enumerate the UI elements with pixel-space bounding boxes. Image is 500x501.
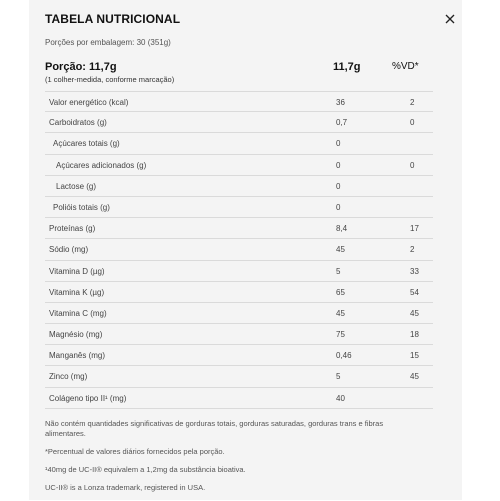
nutrient-vd: 18 <box>410 330 419 340</box>
nutrient-vd: 45 <box>410 308 419 318</box>
serving-sublabel: (1 colher-medida, conforme marcação) <box>45 75 175 84</box>
panel-title: TABELA NUTRICIONAL <box>45 12 181 26</box>
footnote: *Percentual de valores diários fornecidos pela porção. <box>45 447 225 456</box>
nutrient-amount: 0,46 <box>336 351 352 361</box>
footnote: Não contém quantidades significativas de gorduras totais, gorduras saturadas, gorduras trans e fibras alimentares. <box>45 419 384 438</box>
nutrient-vd: 45 <box>410 372 419 382</box>
nutrition-table <box>45 91 433 409</box>
nutrient-vd: 54 <box>410 287 419 297</box>
portions-per-package: Porções por embalagem: 30 (351g) <box>45 38 171 47</box>
serving-quantity: 11,7g <box>333 61 361 73</box>
table-row <box>45 345 433 366</box>
footnote: UC-II® is a Lonza trademark, registered in USA. <box>45 483 206 492</box>
nutrient-amount: 45 <box>336 308 345 318</box>
nutrient-name: Valor energético (kcal) <box>49 98 129 107</box>
table-row <box>45 176 433 197</box>
table-row <box>45 282 433 303</box>
nutrient-amount: 0 <box>336 181 341 191</box>
nutrient-name: Vitamina D (µg) <box>49 266 105 276</box>
nutrient-amount: 45 <box>336 245 345 255</box>
close-icon[interactable] <box>444 13 456 25</box>
nutrient-amount: 0 <box>336 160 341 170</box>
serving-label: Porção: 11,7g <box>45 61 117 73</box>
table-row <box>45 239 433 260</box>
nutrient-amount: 5 <box>336 372 341 382</box>
nutrient-vd: 33 <box>410 266 419 276</box>
nutrient-name: Sódio (mg) <box>49 245 89 255</box>
table-row <box>45 388 433 409</box>
vd-header: %VD* <box>392 61 419 72</box>
table-row <box>45 366 433 387</box>
nutrient-amount: 75 <box>336 330 345 340</box>
nutrient-name: Açúcares adicionados (g) <box>56 160 147 170</box>
nutrient-name: Colágeno tipo II¹ (mg) <box>49 393 127 403</box>
table-row <box>45 218 433 239</box>
nutrient-name: Polióis totais (g) <box>53 202 110 212</box>
footnotes <box>45 419 425 501</box>
nutrient-amount: 0 <box>336 139 341 149</box>
table-row <box>45 324 433 345</box>
nutrient-name: Vitamina K (µg) <box>49 287 105 297</box>
table-row <box>45 155 433 176</box>
footnote: ¹40mg de UC-II® equivalem a 1,2mg da substância bioativa. <box>45 465 246 474</box>
table-row <box>45 303 433 324</box>
nutrient-amount: 65 <box>336 287 345 297</box>
nutrient-vd: 17 <box>410 224 419 234</box>
nutrient-name: Proteínas (g) <box>49 224 96 234</box>
nutrient-name: Carboidratos (g) <box>49 118 107 128</box>
table-row <box>45 91 433 112</box>
nutrient-amount: 40 <box>336 393 345 403</box>
nutrient-amount: 5 <box>336 266 341 276</box>
nutrient-name: Zinco (mg) <box>49 372 88 382</box>
nutrient-amount: 0 <box>336 202 341 212</box>
nutrient-name: Açúcares totais (g) <box>53 139 120 149</box>
nutrient-name: Vitamina C (mg) <box>49 308 107 318</box>
table-row <box>45 261 433 282</box>
table-row <box>45 197 433 218</box>
nutrient-vd: 0 <box>410 118 415 128</box>
nutrient-name: Lactose (g) <box>56 181 97 191</box>
table-row <box>45 133 433 154</box>
nutrient-vd: 15 <box>410 351 419 361</box>
nutrient-name: Magnésio (mg) <box>49 330 103 340</box>
nutrient-amount: 0,7 <box>336 118 348 128</box>
nutrient-amount: 8,4 <box>336 224 348 234</box>
nutrient-vd: 2 <box>410 245 415 255</box>
nutrient-amount: 36 <box>336 98 345 107</box>
nutrient-vd: 2 <box>410 98 415 107</box>
table-row <box>45 112 433 133</box>
nutrient-vd: 0 <box>410 160 415 170</box>
nutrient-name: Manganês (mg) <box>49 351 106 361</box>
